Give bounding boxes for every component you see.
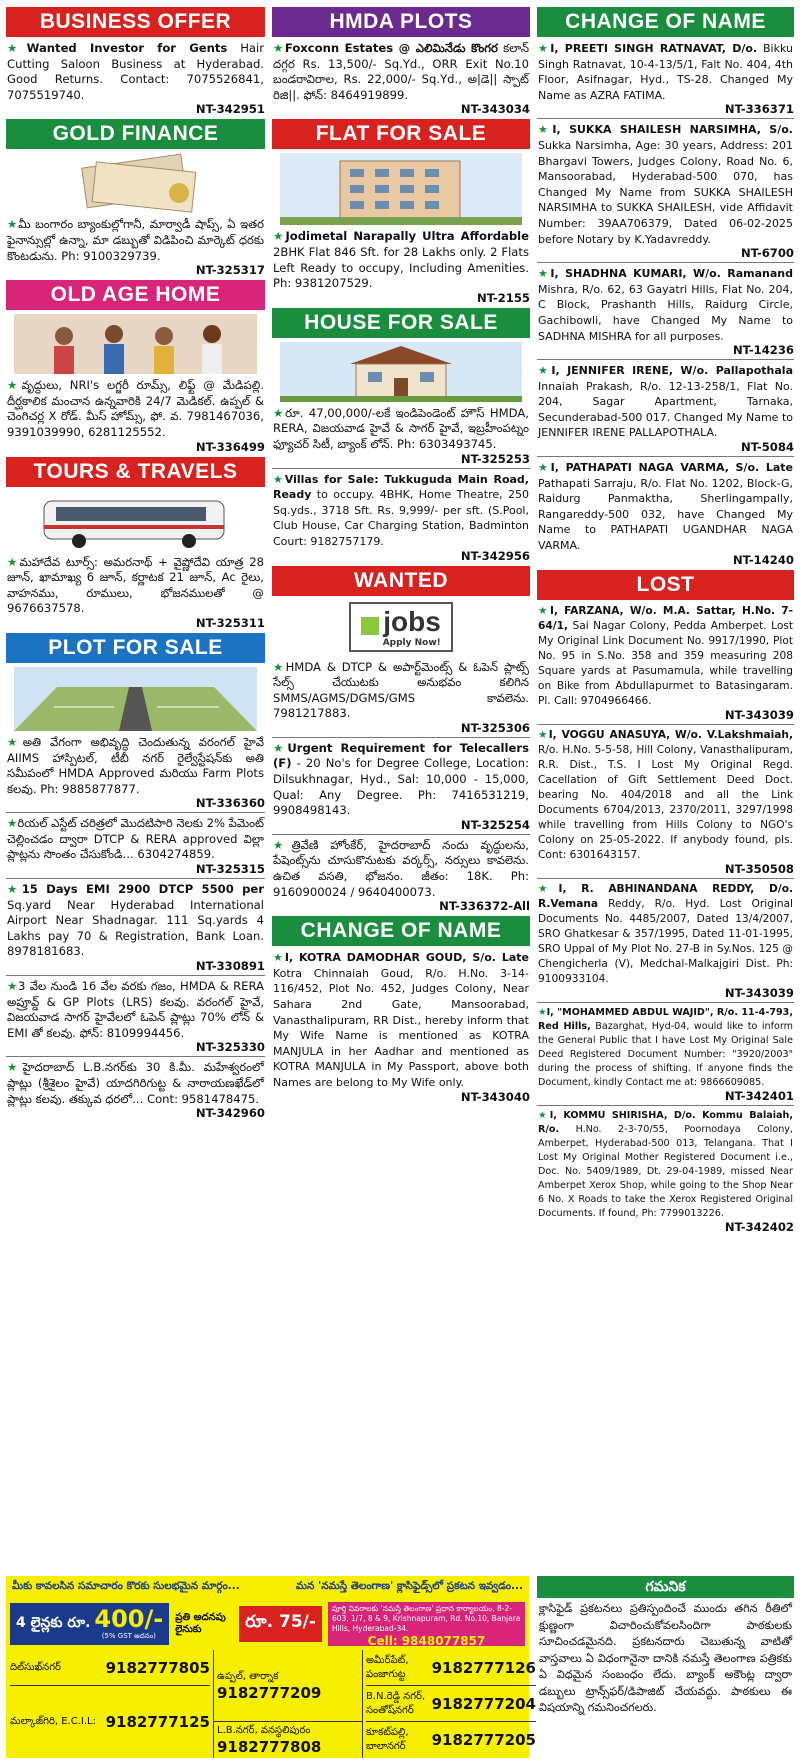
ad-title: I, FARZANA, W/o. M.A. Sattar, H.No. 7-64/1, (538, 604, 794, 632)
ad-body: H.No. 2-3-70/55, Poornodaya Colony, Amberpet, Hyderabad-500 013, Telangana. That I Lost My Original Mother Registered Document i.e., Doc. No. 5409/1989, Dt. 29-04-1989, missed Near Amberpet Xerox Shop, while going to the Shop Near 6 No. X Roads to take the Xerox Registered Original Documents. If found, Ph: 7799013226. (538, 1123, 793, 1219)
ad-code: NT-336371 (724, 102, 794, 117)
section-header-hmda-plots: HMDA PLOTS (272, 7, 530, 37)
ad-body: అతి వేగంగా అభివృద్ధి చెందుతున్న వరంగల్ హైవే AIIMS హాస్పిటల్, టీబీ నగర్ రైల్వేస్టేషన్‌కు అతి సమీపంలో HMDA Approved మరియు Farm Plots కలవు. Ph: 9885877877. (7, 734, 264, 796)
extra-price: రూ. 75/- (239, 1606, 322, 1642)
classified-ad (272, 406, 530, 453)
ad-code: NT-342960 (195, 1106, 265, 1121)
ad-body: వృద్ధులు, NRI's లగ్జరీ రూమ్స్, లిఫ్ట్ @ మేడిపల్లి. దీర్ఘకాలిక మంచాన ఉన్నవారికి 24/7 మెడికల్. ఉప్పల్ & చెంగిచర్ల X రోడ్. మీస్ హోమ్స్, ఫో. వ. 7981467036, 9391039990, 6281125552. (7, 378, 264, 439)
ad-body: 3 వేల నుండి 16 వేల వరకు గజం, HMDA & RERA అప్రూవ్డ్ & GP Plots (LRS) కలవు. వరంగల్ హైవే, విజయవాడ సాగర్ హైవేలలో ఓపెన్ ప్లాట్లు 70% లోన్ & EMI తో కలవు. ఫోన్: 8109994456. (7, 979, 264, 1040)
star-icon: ★ (538, 604, 550, 617)
star-icon: ★ (7, 882, 22, 897)
classified-ad (6, 217, 265, 264)
star-icon: ★ (7, 554, 20, 569)
tagline-left: మీకు కావలసిన సమాచారం కొరకు సులభమైన మార్గం... (12, 1580, 240, 1592)
classified-ad (6, 1060, 265, 1107)
ad-body: Hair Cutting Saloon Business at Hyderabad. Good Returns. Contact: 7075526841, 7075519740. (7, 41, 264, 102)
office-text: పూర్తి వివరాలకు 'నమస్తే తెలంగాణ' ప్రధాన కార్యాలయం, 8-2-603, 1/7, 8 & 9, Krishnapuram, Rd. No.10, Banjara Hills, Hyderabad-34. (331, 1604, 521, 1633)
classified-ad (272, 472, 530, 550)
ad-code: NT-2155 (477, 290, 530, 305)
ad-title: I, JENNIFER IRENE, W/o. Pallapothala (551, 364, 793, 378)
rate-price: 400/- (94, 1605, 164, 1633)
ad-title: 15 Days EMI 2900 DTCP 5500 per (21, 882, 264, 897)
star-icon: ★ (273, 41, 285, 55)
ad-code: NT-343039 (724, 707, 794, 722)
ad-body: Mishra, R/o. 62, 63 Gayatri Hills, Flat No. 204, C Block, Prashanth Hills, Raidurg Circle, Gachibowli, have Changed My Name to SADHNA MISHRA for all purposes. (538, 282, 793, 343)
ad-title: Urgent Requirement for Telecallers (F) (273, 740, 529, 771)
classified-ad (6, 41, 265, 103)
rates-banner (6, 1576, 536, 1758)
extra-line-label: ప్రతి అదనపు లైనుకు (175, 1612, 226, 1635)
classified-ad (272, 660, 530, 722)
ad-body: మీ బంగారం బ్యాంకుల్లోగానీ, మార్వాడీ షాప్స్, ఏ ఇతర ఫైనాన్సుల్లో ఉన్నా, మా డబ్బుతో విడిపించి మార్కెట్ ధరకు కొంటడును. Ph: 9100329739. (7, 217, 264, 263)
star-icon: ★ (273, 229, 286, 244)
ad-code: NT-350508 (724, 861, 794, 876)
contact-phone: 9182777209 (217, 1683, 322, 1702)
notice-header: గమనిక (537, 1576, 794, 1598)
section-header-flat-for-sale: FLAT FOR SALE (272, 119, 530, 149)
contact-phone: 9182777126 (431, 1658, 536, 1677)
classified-ad (6, 816, 265, 863)
ad-title: I, KOMMU SHIRISHA, D/o. Kommu Balaiah, R/o. (538, 1109, 793, 1135)
ad-body: Sq.yard Near Hyderabad International Airport Near Shadnagar. 111 Sq.yards 4 Lakhs pay 70 & Registration, Bank Loan. 8978181683. (7, 897, 264, 959)
ad-code: NT-343040 (460, 1089, 530, 1104)
ad-code: NT-336360 (195, 796, 265, 811)
classified-ad (272, 741, 530, 819)
contact-place: మల్కాజ్‌గిరి, E.C.I.L: (10, 1716, 96, 1727)
section-header-gold-finance: GOLD FINANCE (6, 119, 265, 149)
ad-body: కలాన్ దగ్గర Rs. 13,500/- Sq.Yd., ORR Exit No.10 బండరావిరాల, Rs. 22,000/- Sq.Yd., అ|డె|| స్పాట్ రిజి||. ఫోన్: 8464919899. (273, 41, 529, 102)
contact-phone: 9182777205 (431, 1731, 536, 1749)
ad-code: NT-5084 (741, 440, 794, 455)
ad-code: NT-325315 (195, 862, 265, 877)
ad-body: 2BHK Flat 846 Sft. for 28 Lakhs only. 2 Flats Left Ready to occupy, Including Amenities. Ph: 9381207529. (273, 244, 529, 291)
star-icon: ★ (7, 41, 27, 55)
ad-code: NT-336499 (195, 439, 265, 454)
contact-item (213, 1722, 363, 1758)
section-header-wanted: WANTED (272, 566, 530, 596)
ad-code: NT-325311 (195, 615, 265, 630)
classified-ad (6, 735, 265, 797)
ad-title: Wanted Investor for Gents (26, 41, 228, 55)
star-icon: ★ (538, 267, 551, 281)
rate-gst: (5% GST అదనం) (101, 1632, 156, 1640)
classified-ad (537, 882, 794, 987)
classified-ad (537, 122, 794, 247)
section-header-lost: LOST (537, 570, 794, 600)
ad-code: NT-343034 (460, 102, 530, 117)
rate-box (10, 1603, 169, 1645)
star-icon: ★ (538, 728, 549, 741)
classified-ad (537, 1109, 794, 1221)
contact-item (213, 1650, 363, 1722)
ad-title: I, VOGGU ANASUYA, W/o. V.Lakshmaiah, (548, 728, 794, 741)
plot-layout-image (14, 667, 257, 731)
ad-title: Villas for Sale: Tukkuguda Main Road, Ready (273, 472, 529, 502)
column-right (537, 4, 794, 1234)
ad-code: NT-325254 (460, 817, 530, 832)
classified-ad (537, 266, 794, 344)
ad-code: NT-6700 (741, 246, 794, 261)
ad-code: NT-336372-All (439, 899, 530, 914)
contacts-grid (6, 1646, 536, 1758)
ad-code: NT-14236 (732, 343, 794, 358)
ad-body: రియల్ ఎస్టేట్ చరిత్రలో మొదటిసారి నెలకు 2% పేమెంట్ చెల్లించడం ద్వారా DTCP & RERA approved విల్లా ప్లాట్లను సొంతం చేసుకోండి... 6304274859. (7, 816, 264, 862)
contact-phone: 9182777808 (217, 1738, 322, 1756)
ad-body: Sai Nagar Colony, Pedda Amberpet. Lost My Original Link Document No. 9917/1990, Plot No. 95 in S.No. 358 and 359 measuring 208 Square yards at Pasumamula, while travelling on Bike from Abdullapurmet to Batasingaram. Pl. Call: 9704966466. (538, 619, 794, 707)
ad-body: మహాదేవ టూర్స్: అమరనాథ్ + వైష్ణోదేవి యాత్ర 28 జూన్, ఖామాఖ్య 6 జూన్, కర్ణాటక 21 జూన్, Ac రైలు, వాహనము, రూములు, భోజనములతో @ 9676637578. (7, 554, 264, 616)
jobs-word: jobs (383, 605, 441, 637)
contact-place: కూకట్‌పల్లి, బాలానగర్ (366, 1727, 409, 1752)
ad-title: I, "MOHAMMED ABDUL WAJID", R/o. 11-4-793, Red Hills, (538, 1006, 794, 1032)
classified-ad (6, 979, 265, 1041)
ad-body: Bikku Singh Ratnavat, 10-4-13/5/1, Falt No. 404, 4th Floor, Asifnagar, Hyd., TS-28. Changed My Name as AZRA FATIMA. (538, 42, 793, 102)
ad-title: I, KOTRA DAMODHAR GOUD, S/o. Late (284, 951, 529, 965)
ad-title: I, PATHAPATI NAGA VARMA, S/o. Late (550, 461, 793, 475)
star-icon: ★ (538, 1109, 550, 1121)
ad-title: I, SUKKA SHAILESH NARSIMHA, S/o. (552, 123, 793, 137)
star-icon: ★ (7, 979, 19, 994)
ad-code: NT-342951 (195, 102, 265, 117)
contact-place: ఉప్పల్, తార్నాక (217, 1670, 279, 1682)
contact-item (10, 1650, 210, 1686)
ad-title: I, R. ABHINANDANA REDDY, D/o. R.Vemana (538, 882, 793, 910)
classified-ad (537, 363, 794, 441)
star-icon: ★ (538, 123, 553, 137)
contact-phone: 9182777125 (105, 1713, 210, 1731)
star-icon: ★ (273, 405, 286, 420)
ad-code: NT-342401 (724, 1088, 794, 1103)
contact-place: అమీర్‌పేట్, పంజాగుట్ట (366, 1654, 409, 1680)
section-header-old-age-home: OLD AGE HOME (6, 280, 265, 310)
ad-body: Innaiah Prakash, R/o. 12-13-258/1, Flat No. 204, Sagar Apartment, Tarnaka, Secunderabad-500 017. Changed My Name to JENNIFER IRENE PALLAPOTHALA. (538, 379, 793, 440)
classified-ad (6, 555, 265, 617)
ad-code: NT-325317 (195, 263, 265, 278)
ad-code: NT-342402 (724, 1219, 794, 1234)
cell-number: Cell: 9848077857 (367, 1634, 486, 1646)
notice-body: క్లాసిఫైడ్ ప్రకటనలు ప్రతిస్పందించే ముందు తగిన రీతిలో క్షుణ్ణంగా విచారించుకోవలసిందిగా పాఠకులకు సూచించడమైనది. ప్రకటనదారు చెబుతున్న వాటితో వాస్తవాలు ఏ విధంగానైనా దానికి నమస్తే తెలంగాణ పత్రికకు ఏ విధమైన సంబంధం లేదు. బ్యాంక్ అకౌంట్ల ద్వారా డబ్బులు ట్రాన్స్‌ఫర్/డిపాజిట్ చేయవద్దు. పాఠకులు ఈ విషయాన్ని గమనించగలరు. (539, 1602, 792, 1714)
star-icon: ★ (538, 1006, 547, 1018)
star-icon: ★ (273, 472, 285, 486)
star-icon: ★ (273, 951, 285, 965)
ad-body: HMDA & DTCP & అపార్ట్‌మెంట్స్ & ఓపెన్ ప్లాట్స్ సేల్స్ చేయుటకు అనుభవం కలిగిన SMMS/AGMS/DGMS/GMS కావలెను. 7981217883. (273, 659, 529, 721)
ad-body: హైదరాబాద్ L.B.నగర్‌కు 30 కి.మీ. మహేశ్వరంలో ప్లాట్లు (శ్రీశైలం హైవే) యాదగిరిగుట్ట & నారాయణఖేడ్‌లో ప్లాట్లు కలవు. తక్కువ ధరలో... Cont: 9581478475. (7, 1060, 264, 1106)
elderly-people-image (14, 314, 257, 374)
ad-title: Jodimetal Narapally Ultra Affordable (285, 229, 529, 244)
apartment-image (280, 153, 522, 225)
bus-image (14, 491, 257, 551)
ad-body: త్రివేణి హోంకేర్, హైదరాబాద్ నందు వృద్ధులను, పేషెంట్స్‌ను చూసుకొనుటకు వర్కర్స్, నర్సులు కావలెను. ఉచిత వసతి, భోజనం. జీతం: 18K. Ph: 9160900024 / 9640400073. (273, 837, 529, 899)
star-icon: ★ (7, 816, 18, 831)
jobs-subtitle: Apply Now! (382, 637, 441, 648)
ad-body: Sukka Narsimha, Age: 30 years, Address: 201 Bhargavi Towers, Judges Colony, Road No. 6, Mansoorabad, Hyderabad-500 070, has Changed My Name from SUKKA SHAILESH NARSIMHA to SUKKA SHAILESH, vide Affidavit Number: 39AA706379, Dated 06-02-2025 before Notary by K.Yadavreddy. (538, 138, 793, 246)
money-image (14, 153, 257, 213)
star-icon: ★ (7, 1060, 23, 1075)
contact-item (366, 1686, 536, 1722)
classified-ad (272, 41, 530, 103)
classified-ad (272, 229, 530, 291)
ad-code: NT-342956 (460, 548, 530, 563)
ad-body: Kotra Chinnaiah Goud, R/o. H.No. 3-14-116/452, Plot No. 452, Judges Colony, Near Sahara 2nd Gate, Mansoorabad, Vanasthalipuram, RR Dist., hereby inform that My Wife Name is mentioned as KOTRA MANJULA in her Aadhar and mentioned as KOTRA MANJULA in My Passport, above both Names are belong to My Wife only. (273, 966, 529, 1089)
star-icon: ★ (538, 364, 552, 378)
star-icon: ★ (7, 734, 23, 749)
contact-item (366, 1722, 536, 1758)
ad-code: NT-343039 (724, 985, 794, 1000)
house-image (280, 342, 522, 402)
contact-item (10, 1686, 210, 1758)
star-icon: ★ (273, 740, 288, 755)
ad-body: Pathapati Sarraju, R/o. Flat No. 1202, Block-G, Raidurg Panmaktha, Sherlingampally, Rangareddy-500 032, have Changed My Name to PATHAPATI UGANDHAR NAGA VARMA. (538, 476, 793, 553)
classified-ad (537, 728, 794, 863)
section-header-tours-travels: TOURS & TRAVELS (6, 457, 265, 487)
contact-place: L.B.నగర్, వనస్థలిపురం (217, 1725, 311, 1736)
ad-code: NT-14240 (732, 552, 794, 567)
section-header-plot-for-sale: PLOT FOR SALE (6, 633, 265, 663)
column-middle (272, 4, 530, 1104)
section-header-change-of-name: CHANGE OF NAME (537, 7, 794, 37)
contact-phone: 9182777805 (105, 1658, 210, 1677)
ad-body: to occupy. 4BHK, Home Theatre, 250 Sq.yds., 3718 Sft. Rs. 9,999/- per sft. (S.Pool, Club House, Car Charging Station, Badminton Court: 9182757179. (273, 488, 530, 548)
star-icon: ★ (538, 461, 551, 475)
rate-lines: 4 లైన్లకు రూ. (16, 1614, 91, 1631)
classified-ad (272, 950, 530, 1090)
jobs-logo (280, 600, 522, 656)
ad-body: రూ. 47,00,000/-లకే ఇండిపెండెంట్ హౌస్ HMDA, RERA, విజయవాడ హైవే & సాగర్ హైవే, ఇబ్రహీంపట్నం ఫ్యూచర్ సిటీ, బ్యాంక్ లోన్. Ph: 6303493745. (273, 405, 529, 451)
tagline-right: మన 'నమస్తే తెలంగాణ' క్లాసిఫైడ్స్‌లో ప్రకటన ఇవ్వడం... (295, 1580, 523, 1592)
ad-title: I, PREETI SINGH RATNAVAT, D/o. (550, 42, 758, 55)
star-icon: ★ (7, 378, 22, 393)
ad-body: R/o. H.No. 5-5-58, Hill Colony, Vanasthalipuram, R.R. Dist., T.S. I Lost My Original Regd. Cacellation of Gift Settlement Deed Doct. bearing No. 404/2018 and all the Link Documents 6704/2013, 2370/2011, 3297/1998 while travelling from Hills Colony to NGO's Colony on 25-05-2022. If anybody found, pls. Cont: 6301643157. (538, 743, 793, 861)
star-icon: ★ (7, 217, 19, 232)
ad-title: I, SHADHNA KUMARI, W/o. Ramanand (550, 267, 793, 281)
star-icon: ★ (273, 837, 292, 852)
classified-ad (272, 838, 530, 900)
notice-box (537, 1576, 794, 1758)
classified-ad (6, 378, 265, 440)
classified-ad (537, 604, 794, 709)
classified-ad (537, 460, 794, 554)
section-header-change-of-name: CHANGE OF NAME (272, 916, 530, 946)
classified-ad (537, 1006, 794, 1090)
section-header-business-offer: BUSINESS OFFER (6, 7, 265, 37)
ad-title: Foxconn Estates @ ఎలిమినేడు కొంగర (284, 41, 498, 55)
section-header-house-for-sale: HOUSE FOR SALE (272, 308, 530, 338)
contact-item (366, 1650, 536, 1686)
ad-code: NT-325330 (195, 1040, 265, 1055)
ad-body: Reddy, R/o. Hyd. Lost Original Documents No. 4485/2007, Dated 13/4/2007, SRO Ghatkesar & 357/1995, Dated 11-01-1995, SRO Uppal of My Plot No. 27-B in Sy.Nos. 125 @ Chengicherla (V), Medchal-Malkajgiri Dist. Ph: 9100933104. (538, 897, 793, 985)
ad-body: - 20 No's for Degree College, Location: Dilsukhnagar, Hyd., Sal: 10,000 - 15,000, Qual: Any Degree. Ph: 7416531219, 9908498143. (273, 756, 529, 818)
classified-ad (6, 882, 265, 960)
ad-code: NT-330891 (195, 959, 265, 974)
office-box (328, 1602, 525, 1646)
star-icon: ★ (538, 42, 551, 55)
ad-code: NT-325253 (460, 451, 530, 466)
star-icon: ★ (273, 659, 286, 674)
star-icon: ★ (538, 882, 559, 895)
contact-place: B.N.రెడ్డి నగర్, సంతోష్‌నగర్ (366, 1690, 426, 1716)
ad-body: Bazarghat, Hyd-04, would like to inform the General Public that I have Lost My Original Sale Deed Registered Document Number: "3920/2003" during the process of shifting. If anyone finds the Document, kindly Contact me at: 9866609085. (538, 1020, 793, 1088)
column-left (6, 4, 265, 1120)
classified-ad (537, 41, 794, 103)
contact-place: దిల్‌సుఖ్‌నగర్ (10, 1661, 61, 1673)
contact-phone: 9182777204 (431, 1694, 536, 1713)
ad-code: NT-325306 (460, 720, 530, 735)
